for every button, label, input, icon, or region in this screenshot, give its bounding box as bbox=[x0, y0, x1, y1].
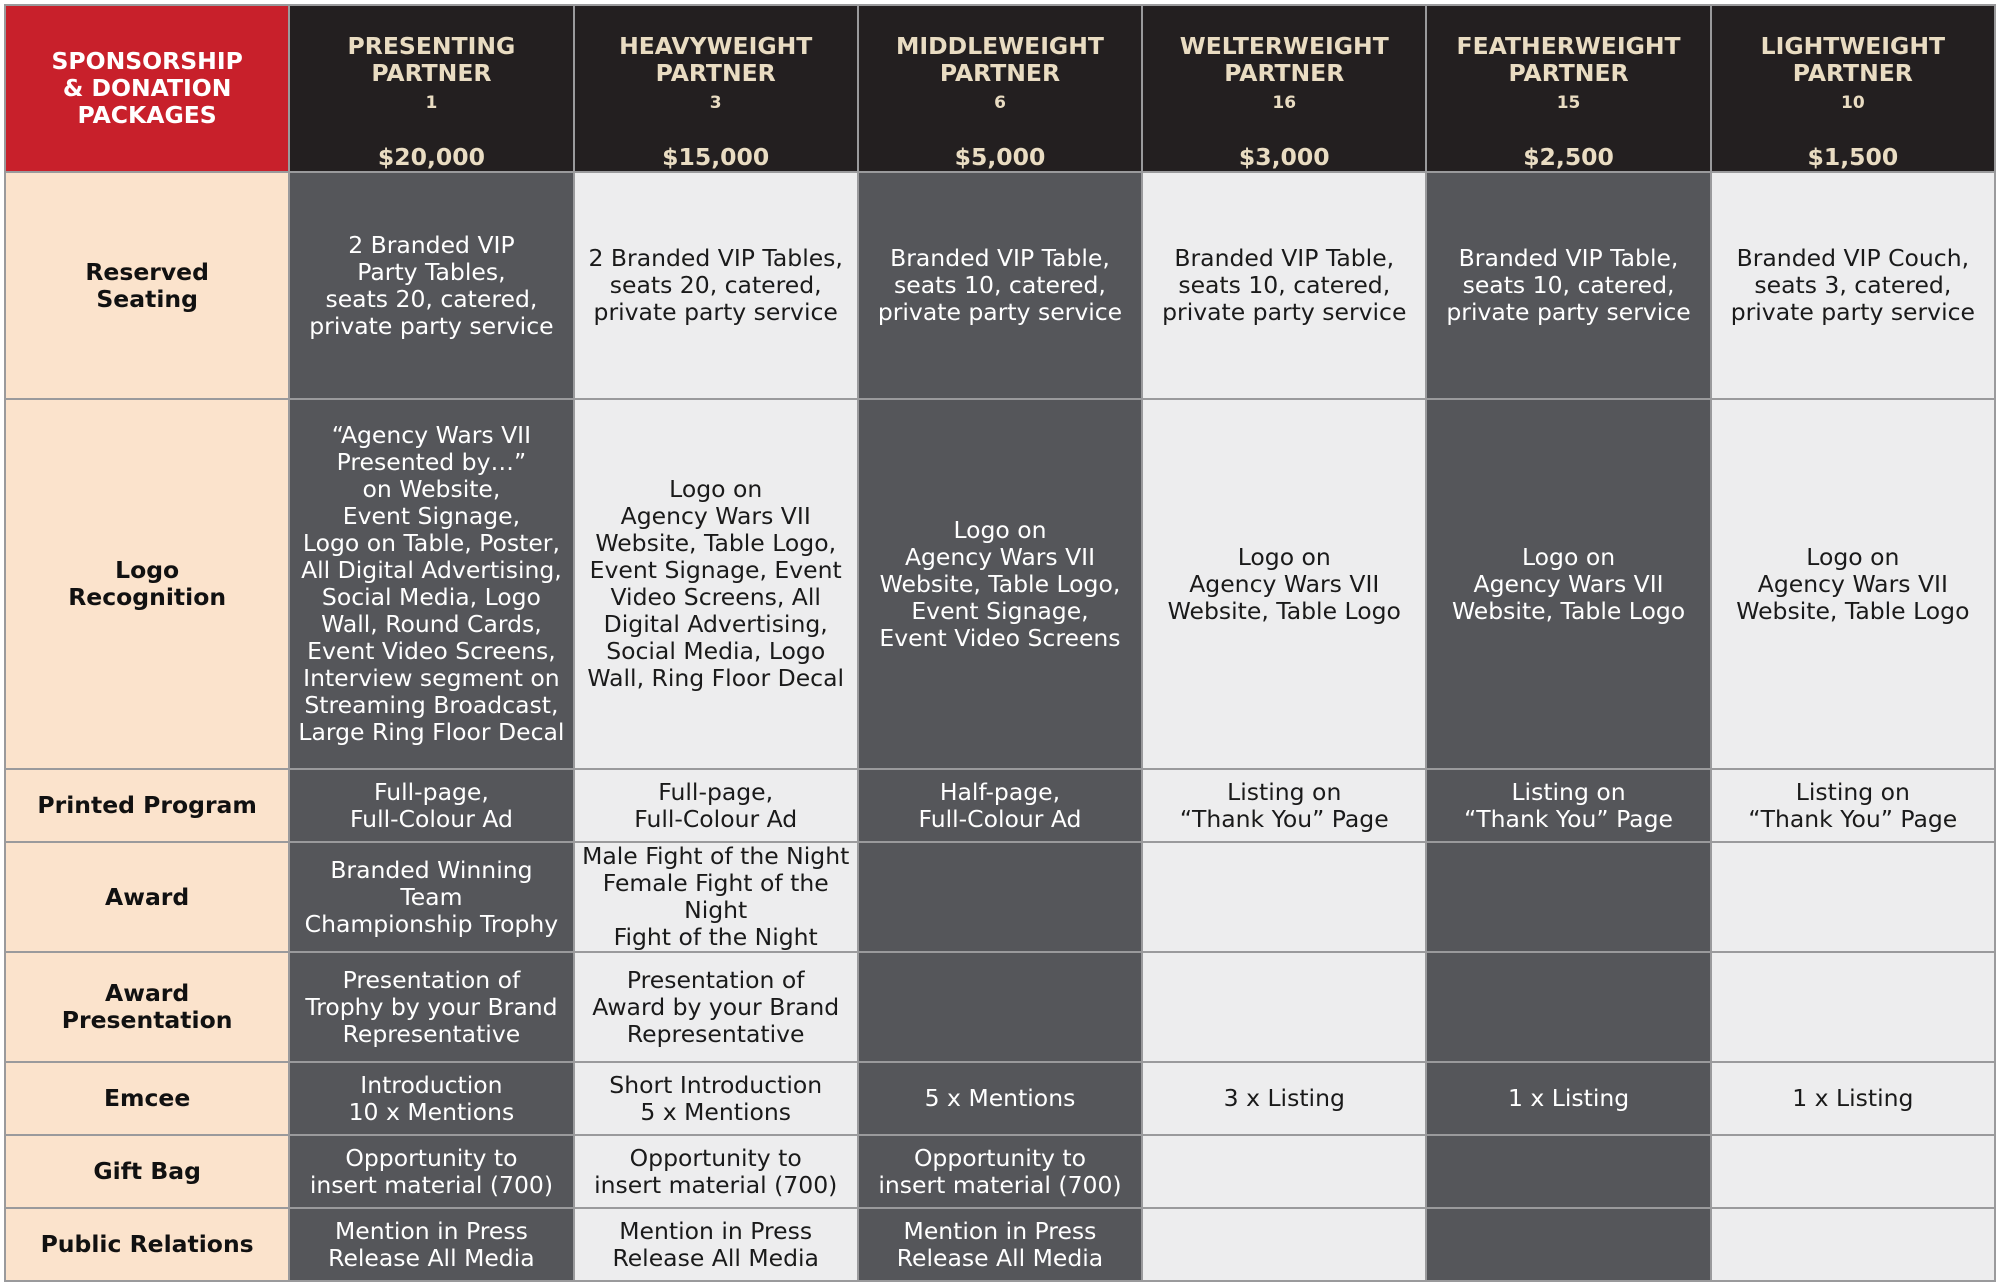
cell-heavyweight: Short Introduction 5 x Mentions bbox=[574, 1062, 858, 1135]
cell-welterweight: 3 x Listing bbox=[1142, 1062, 1426, 1135]
cell-presenting: “Agency Wars VII Presented by…” on Website, Event Signage, Logo on Table, Poster, All Digital Advertising, Social Media, Logo Wall, Round Cards, Event Video Screens, Interview segment on Streaming Broadcast, Large Ring Floor Decal bbox=[289, 399, 573, 769]
row-label: Award Presentation bbox=[5, 952, 289, 1062]
row-logo-recognition bbox=[5, 399, 1995, 769]
cell-lightweight: Logo on Agency Wars VII Website, Table Logo bbox=[1711, 399, 1995, 769]
tier-price: $3,000 bbox=[1238, 143, 1330, 171]
tier-name: WELTERWEIGHT PARTNER bbox=[1179, 32, 1389, 87]
tier-count: 16 bbox=[1272, 93, 1297, 113]
row-label: Emcee bbox=[5, 1062, 289, 1135]
row-label: Award bbox=[5, 842, 289, 952]
cell-heavyweight: Opportunity to insert material (700) bbox=[574, 1135, 858, 1208]
row-label: Printed Program bbox=[5, 769, 289, 842]
cell-middleweight: Branded VIP Table, seats 10, catered, private party service bbox=[858, 172, 1142, 399]
tier-name: MIDDLEWEIGHT PARTNER bbox=[896, 32, 1104, 87]
cell-welterweight: Logo on Agency Wars VII Website, Table Logo bbox=[1142, 399, 1426, 769]
cell-heavyweight: Logo on Agency Wars VII Website, Table Logo, Event Signage, Event Video Screens, All Digital Advertising, Social Media, Logo Wall, Ring Floor Decal bbox=[574, 399, 858, 769]
cell-featherweight bbox=[1426, 1208, 1710, 1281]
row-printed-program bbox=[5, 769, 1995, 842]
tier-price: $20,000 bbox=[377, 143, 485, 171]
cell-welterweight: Listing on “Thank You” Page bbox=[1142, 769, 1426, 842]
cell-presenting: Full-page, Full-Colour Ad bbox=[289, 769, 573, 842]
tier-header-presenting bbox=[289, 5, 573, 172]
cell-welterweight: Branded VIP Table, seats 10, catered, private party service bbox=[1142, 172, 1426, 399]
cell-middleweight bbox=[858, 842, 1142, 952]
row-label: Reserved Seating bbox=[5, 172, 289, 399]
cell-heavyweight: Full-page, Full-Colour Ad bbox=[574, 769, 858, 842]
packages-title: SPONSORSHIP & DONATION PACKAGES bbox=[5, 5, 289, 172]
cell-featherweight bbox=[1426, 952, 1710, 1062]
cell-welterweight bbox=[1142, 842, 1426, 952]
row-public-relations bbox=[5, 1208, 1995, 1281]
cell-featherweight bbox=[1426, 842, 1710, 952]
row-award-presentation bbox=[5, 952, 1995, 1062]
row-label: Gift Bag bbox=[5, 1135, 289, 1208]
header-row bbox=[5, 5, 1995, 172]
row-award bbox=[5, 842, 1995, 952]
tier-header-heavyweight bbox=[574, 5, 858, 172]
cell-featherweight: Logo on Agency Wars VII Website, Table Logo bbox=[1426, 399, 1710, 769]
tier-price: $2,500 bbox=[1523, 143, 1614, 171]
tier-name: FEATHERWEIGHT PARTNER bbox=[1456, 32, 1681, 87]
cell-lightweight bbox=[1711, 952, 1995, 1062]
row-label: Public Relations bbox=[5, 1208, 289, 1281]
cell-lightweight bbox=[1711, 1208, 1995, 1281]
cell-featherweight: 1 x Listing bbox=[1426, 1062, 1710, 1135]
sponsorship-table bbox=[4, 4, 1996, 1282]
cell-featherweight bbox=[1426, 1135, 1710, 1208]
row-emcee bbox=[5, 1062, 1995, 1135]
tier-price: $1,500 bbox=[1807, 143, 1899, 171]
cell-featherweight: Branded VIP Table, seats 10, catered, private party service bbox=[1426, 172, 1710, 399]
cell-middleweight: Logo on Agency Wars VII Website, Table Logo, Event Signage, Event Video Screens bbox=[858, 399, 1142, 769]
tier-count: 3 bbox=[709, 93, 722, 113]
cell-heavyweight: Presentation of Award by your Brand Representative bbox=[574, 952, 858, 1062]
cell-middleweight: Opportunity to insert material (700) bbox=[858, 1135, 1142, 1208]
cell-presenting: 2 Branded VIP Party Tables, seats 20, catered, private party service bbox=[289, 172, 573, 399]
cell-welterweight bbox=[1142, 1208, 1426, 1281]
cell-middleweight bbox=[858, 952, 1142, 1062]
tier-name: HEAVYWEIGHT PARTNER bbox=[619, 32, 813, 87]
cell-lightweight: 1 x Listing bbox=[1711, 1062, 1995, 1135]
cell-lightweight: Branded VIP Couch, seats 3, catered, private party service bbox=[1711, 172, 1995, 399]
cell-middleweight: 5 x Mentions bbox=[858, 1062, 1142, 1135]
cell-heavyweight: Mention in Press Release All Media bbox=[574, 1208, 858, 1281]
cell-presenting: Mention in Press Release All Media bbox=[289, 1208, 573, 1281]
cell-welterweight bbox=[1142, 1135, 1426, 1208]
tier-name: LIGHTWEIGHT PARTNER bbox=[1760, 32, 1946, 87]
tier-count: 6 bbox=[994, 93, 1006, 113]
row-gift-bag bbox=[5, 1135, 1995, 1208]
cell-heavyweight: 2 Branded VIP Tables, seats 20, catered, private party service bbox=[574, 172, 858, 399]
cell-presenting: Opportunity to insert material (700) bbox=[289, 1135, 573, 1208]
cell-welterweight bbox=[1142, 952, 1426, 1062]
cell-heavyweight: Male Fight of the Night Female Fight of the Night Fight of the Night bbox=[574, 842, 858, 952]
tier-price: $15,000 bbox=[662, 143, 770, 171]
tier-header-welterweight bbox=[1142, 5, 1426, 172]
row-reserved-seating bbox=[5, 172, 1995, 399]
row-label: Logo Recognition bbox=[5, 399, 289, 769]
tier-count: 15 bbox=[1556, 93, 1581, 113]
cell-lightweight bbox=[1711, 842, 1995, 952]
tier-price: $5,000 bbox=[954, 143, 1046, 171]
cell-middleweight: Mention in Press Release All Media bbox=[858, 1208, 1142, 1281]
cell-presenting: Presentation of Trophy by your Brand Representative bbox=[289, 952, 573, 1062]
cell-lightweight bbox=[1711, 1135, 1995, 1208]
tier-name: PRESENTING PARTNER bbox=[347, 32, 516, 87]
tier-count: 1 bbox=[425, 93, 438, 113]
cell-presenting: Introduction 10 x Mentions bbox=[289, 1062, 573, 1135]
cell-presenting: Branded Winning Team Championship Trophy bbox=[289, 842, 573, 952]
cell-lightweight: Listing on “Thank You” Page bbox=[1711, 769, 1995, 842]
cell-middleweight: Half-page, Full-Colour Ad bbox=[858, 769, 1142, 842]
tier-header-lightweight bbox=[1711, 5, 1995, 172]
cell-featherweight: Listing on “Thank You” Page bbox=[1426, 769, 1710, 842]
tier-header-middleweight bbox=[858, 5, 1142, 172]
tier-count: 10 bbox=[1841, 93, 1865, 113]
tier-header-featherweight bbox=[1426, 5, 1710, 172]
